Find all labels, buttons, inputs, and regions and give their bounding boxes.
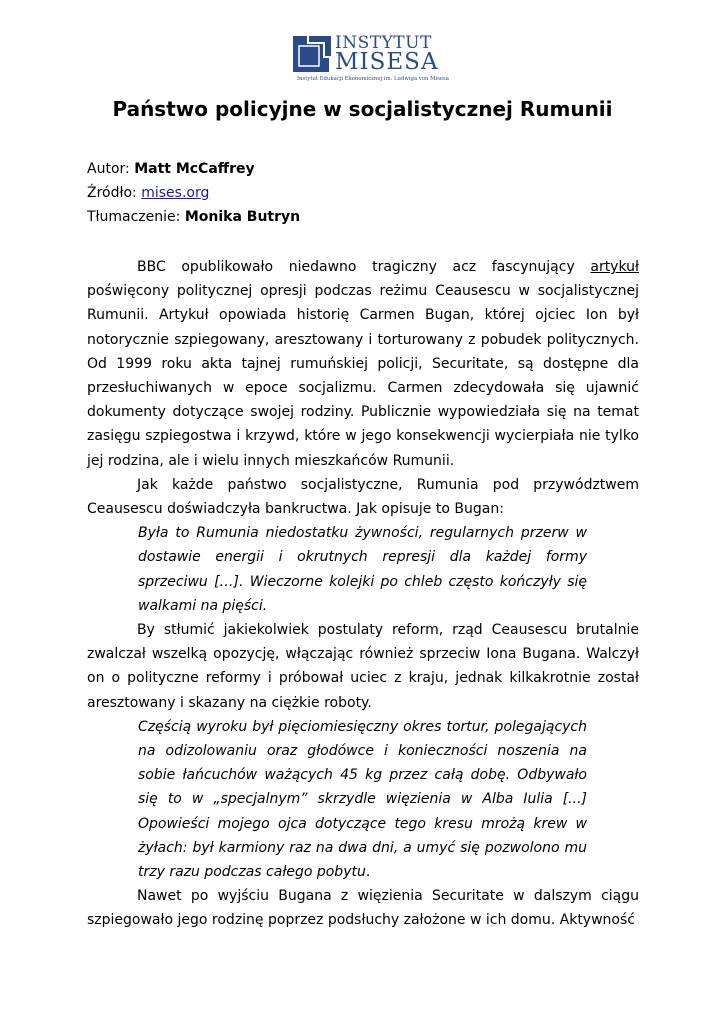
translator-name: Monika Butryn	[184, 209, 301, 225]
quote-1: Była to Rumunia niedostatku żywności, regularnych przerw w dostawie energii i okrutnych represji dla każdej formy sprzeciwu […]. Wieczorne kolejki po chleb często kończyły się walkami na pięści.	[138, 525, 587, 614]
author-name: Matt McCaffrey	[134, 161, 255, 177]
translation-line	[87, 208, 300, 226]
quote-2-text: Częścią wyroku był pięciomiesięczny okres tortur, polegających na odizolowaniu oraz głodówce i konieczności noszenia na sobie łańcuchów ważących 45 kg przez całą dobę. Odbywało się to w „specjalnym” skrzydle więzienia w Alba Iulia [...] Opowieści mojego ojca dotyczące tego kresu mrożą krew w żyłach: był karmiony raz na dwa dni, a umyć się pozwolono mu trzy razu podczas całego pobytu	[138, 718, 587, 881]
quote-2	[138, 715, 587, 884]
author-label: Autor:	[87, 161, 130, 177]
paragraph-1-end: poświęcony politycznej opresji podczas reżimu Ceausescu w socjalistycznej Rumunii. Artykuł opowiada historię Carmen Bugan, której ojciec Ion był notorycznie szpiegowany, aresztowany i torturowany z pobudek politycznych. Od 1999 roku akta tajnej rumuńskiej policji, Securitate, są dostępne dla przesłuchiwanych w epoce socjalizmu. Carmen zdecydowała się ujawnić dokumenty dotyczące swojej rodziny. Publicznie wypowiedziała się na temat zasięgu szpiegostwa i krzywd, które w jego konsekwencji wycierpiała nie tylko jej rodzina, ale i wielu innych mieszkańców Rumunii.	[87, 283, 639, 469]
article-title: Państwo policyjne w socjalistycznej Rumunii	[112, 97, 613, 121]
paragraph-1	[87, 255, 639, 473]
logo-line1: INSTYTUT	[335, 33, 432, 53]
paragraph-4: Nawet po wyjściu Bugana z więzienia Securitate w dalszym ciągu szpiegowało jego rodzinę poprzez podsłuchy założone w ich domu. Aktywność	[87, 888, 639, 929]
logo-line2: MISESA	[335, 49, 439, 75]
source-label: Źródło:	[87, 185, 137, 201]
institute-logo	[293, 30, 449, 90]
logo-emblem-icon	[293, 34, 333, 74]
paragraph-2: Jak każde państwo socjalistyczne, Rumunia pod przywództwem Ceausescu doświadczyła bankructwa. Jak opisuje to Bugan:	[87, 476, 639, 518]
source-line	[87, 184, 209, 202]
article-body	[87, 255, 639, 933]
paragraph-1-start: BBC opublikowało niedawno tragiczny acz fascynujący	[137, 259, 591, 275]
quote-2-period: .	[365, 864, 371, 881]
article-link[interactable]: artykuł	[590, 259, 639, 275]
paragraph-3: By stłumić jakiekolwiek postulaty reform, rząd Ceausescu brutalnie zwalczał wszelką opozycję, włączając również sprzeciw Iona Bugana. Walczył on o polityczne reformy i próbował uciec z kraju, jednak kilkakrotnie został aresztowany i skazany na ciężkie roboty.	[87, 622, 639, 711]
logo-subline: Instytut Edukacji Ekonomicznej im. Ludwiga von Misesa	[297, 76, 449, 82]
source-link[interactable]: mises.org	[141, 185, 210, 201]
author-line	[87, 160, 255, 178]
translation-label: Tłumaczenie:	[87, 209, 181, 225]
